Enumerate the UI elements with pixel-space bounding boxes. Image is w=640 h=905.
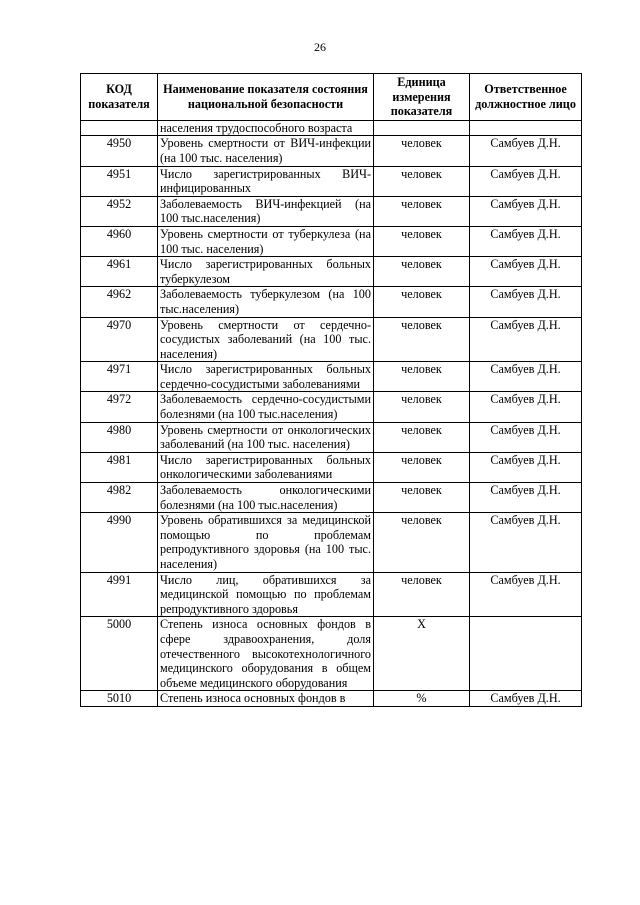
cell-code: 4982 — [81, 483, 158, 513]
cell-unit: человек — [374, 226, 470, 256]
cell-unit: человек — [374, 196, 470, 226]
cell-code — [81, 120, 158, 136]
cell-unit: человек — [374, 392, 470, 422]
cell-responsible — [470, 120, 582, 136]
cell-responsible: Самбуев Д.Н. — [470, 257, 582, 287]
cell-name: Заболеваемость туберкулезом (на 100 тыс.населения) — [158, 287, 374, 317]
table-row — [81, 483, 582, 513]
cell-unit: человек — [374, 452, 470, 482]
cell-name: Степень износа основных фондов в сфере здравоохранения, доля отечественного высокотехнологичного медицинского оборудования в общем объеме медицинского оборудования — [158, 617, 374, 691]
table-row — [81, 513, 582, 572]
cell-code: 5010 — [81, 691, 158, 707]
table-row — [81, 392, 582, 422]
cell-unit: человек — [374, 422, 470, 452]
cell-code: 4961 — [81, 257, 158, 287]
header-code: КОД показателя — [81, 74, 158, 121]
cell-name: Степень износа основных фондов в — [158, 691, 374, 707]
table-row — [81, 196, 582, 226]
cell-unit: человек — [374, 317, 470, 362]
table-row — [81, 617, 582, 691]
cell-unit — [374, 120, 470, 136]
table-row — [81, 452, 582, 482]
cell-responsible: Самбуев Д.Н. — [470, 166, 582, 196]
cell-code: 4950 — [81, 136, 158, 166]
cell-unit: X — [374, 617, 470, 691]
cell-responsible: Самбуев Д.Н. — [470, 513, 582, 572]
cell-code: 4972 — [81, 392, 158, 422]
cell-code: 4960 — [81, 226, 158, 256]
header-unit: Единица измерения показателя — [374, 74, 470, 121]
cell-code: 4962 — [81, 287, 158, 317]
header-responsible: Ответственное должностное лицо — [470, 74, 582, 121]
cell-responsible: Самбуев Д.Н. — [470, 572, 582, 617]
cell-name: Уровень смертности от ВИЧ-инфекции (на 100 тыс. населения) — [158, 136, 374, 166]
cell-name: Уровень обратившихся за медицинской помощью по проблемам репродуктивного здоровья (на 100 тыс. населения) — [158, 513, 374, 572]
cell-responsible: Самбуев Д.Н. — [470, 483, 582, 513]
table-row — [81, 120, 582, 136]
indicators-table — [80, 73, 582, 707]
cell-responsible: Самбуев Д.Н. — [470, 226, 582, 256]
cell-responsible: Самбуев Д.Н. — [470, 422, 582, 452]
table-body — [81, 120, 582, 706]
cell-unit: человек — [374, 513, 470, 572]
cell-name: Заболеваемость онкологическими болезнями (на 100 тыс.населения) — [158, 483, 374, 513]
cell-code: 4980 — [81, 422, 158, 452]
table-row — [81, 166, 582, 196]
cell-responsible: Самбуев Д.Н. — [470, 196, 582, 226]
cell-code: 4991 — [81, 572, 158, 617]
cell-responsible: Самбуев Д.Н. — [470, 317, 582, 362]
cell-code: 4971 — [81, 362, 158, 392]
table-row — [81, 226, 582, 256]
table-row — [81, 691, 582, 707]
cell-responsible: Самбуев Д.Н. — [470, 452, 582, 482]
cell-responsible: Самбуев Д.Н. — [470, 362, 582, 392]
cell-unit: человек — [374, 362, 470, 392]
header-name: Наименование показателя состояния национальной безопасности — [158, 74, 374, 121]
cell-unit: человек — [374, 572, 470, 617]
table-row — [81, 362, 582, 392]
table-header-row — [81, 74, 582, 121]
cell-code: 5000 — [81, 617, 158, 691]
cell-name: Заболеваемость ВИЧ-инфекцией (на 100 тыс.населения) — [158, 196, 374, 226]
table-row — [81, 317, 582, 362]
cell-name: Число зарегистрированных ВИЧ-инфицированных — [158, 166, 374, 196]
cell-code: 4981 — [81, 452, 158, 482]
cell-code: 4952 — [81, 196, 158, 226]
cell-unit: человек — [374, 136, 470, 166]
table-row — [81, 287, 582, 317]
cell-responsible — [470, 617, 582, 691]
cell-unit: человек — [374, 257, 470, 287]
cell-code: 4990 — [81, 513, 158, 572]
page-number: 26 — [314, 40, 326, 54]
table-row — [81, 572, 582, 617]
table-row — [81, 136, 582, 166]
cell-name: Число зарегистрированных больных сердечно-сосудистыми заболеваниями — [158, 362, 374, 392]
cell-responsible: Самбуев Д.Н. — [470, 136, 582, 166]
cell-name: Число зарегистрированных больных онкологическими заболеваниями — [158, 452, 374, 482]
cell-unit: человек — [374, 166, 470, 196]
cell-name: Заболеваемость сердечно-сосудистыми болезнями (на 100 тыс.населения) — [158, 392, 374, 422]
cell-code: 4951 — [81, 166, 158, 196]
cell-unit: % — [374, 691, 470, 707]
cell-responsible: Самбуев Д.Н. — [470, 287, 582, 317]
table-row — [81, 422, 582, 452]
cell-unit: человек — [374, 483, 470, 513]
cell-code: 4970 — [81, 317, 158, 362]
cell-name: Уровень смертности от сердечно-сосудистых заболеваний (на 100 тыс. населения) — [158, 317, 374, 362]
cell-responsible: Самбуев Д.Н. — [470, 691, 582, 707]
cell-responsible: Самбуев Д.Н. — [470, 392, 582, 422]
cell-name: Число лиц, обратившихся за медицинской помощью по проблемам репродуктивного здоровья — [158, 572, 374, 617]
cell-name: Число зарегистрированных больных туберкулезом — [158, 257, 374, 287]
cell-name: населения трудоспособного возраста — [158, 120, 374, 136]
cell-name: Уровень смертности от туберкулеза (на 100 тыс. населения) — [158, 226, 374, 256]
cell-name: Уровень смертности от онкологических заболеваний (на 100 тыс. населения) — [158, 422, 374, 452]
cell-unit: человек — [374, 287, 470, 317]
table-row — [81, 257, 582, 287]
